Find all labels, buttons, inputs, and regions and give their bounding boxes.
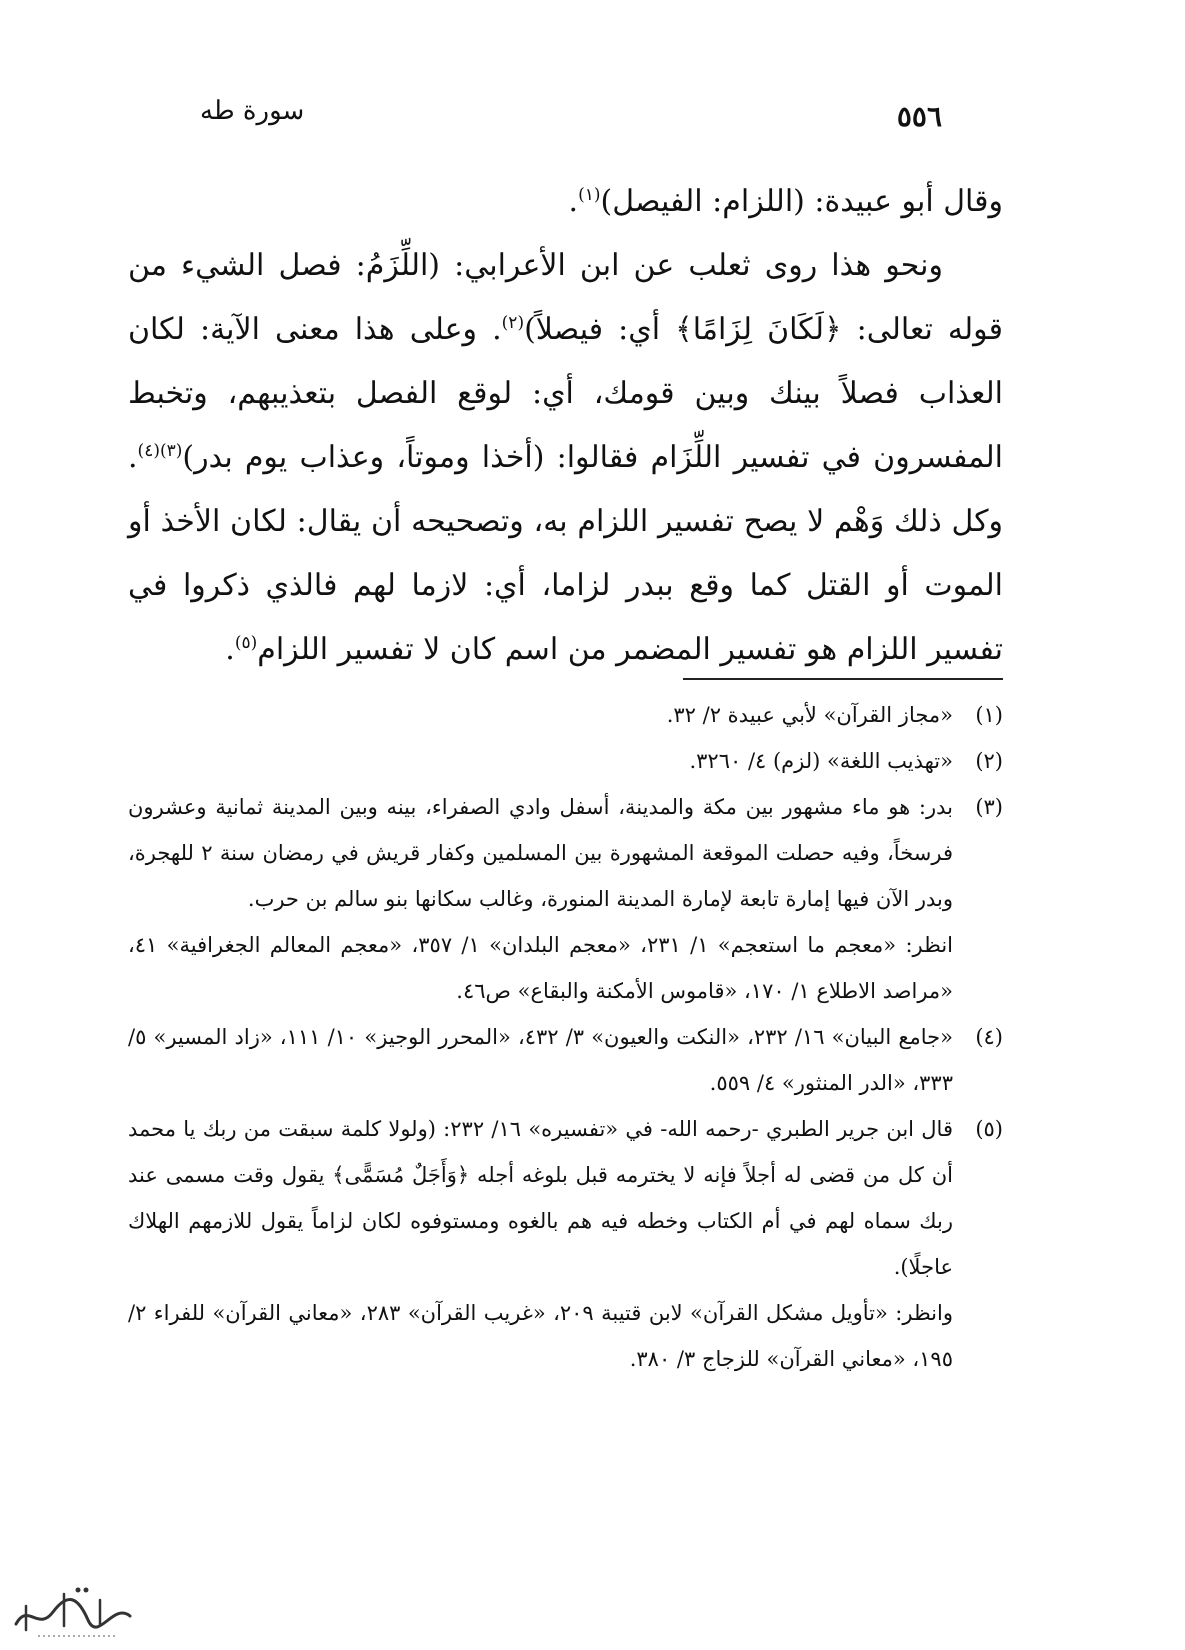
footnote-number: (٤) (975, 1025, 1003, 1049)
footnote-number: (١) (975, 703, 1003, 727)
end-mark: . (568, 184, 579, 219)
footnote-2 (128, 738, 1003, 784)
footnote-5 (128, 1106, 1003, 1382)
footnote-1 (128, 692, 1003, 738)
footnote-ref-5: (٥) (234, 633, 258, 653)
paragraph-text: وقال أبو عبيدة: (اللزام: الفيصل) (600, 184, 1003, 219)
paragraph-1 (128, 170, 1003, 234)
footnote-number: (٢) (975, 749, 1003, 773)
paragraph-2 (128, 234, 1003, 682)
footnote-text: وانظر: «تأويل مشكل القرآن» لابن قتيبة ٢٠٩، «غريب القرآن» ٢٨٣، «معاني القرآن» للفراء ٢/ ١٩٥، «معاني القرآن» للزجاج ٣/ ٣٨٠. (128, 1301, 953, 1371)
footnote-ref-4: (٤) (137, 441, 160, 461)
footnote-4 (128, 1014, 1003, 1106)
paragraph-text: . وعلى هذا معنى الآية: لكان العذاب فصلاً بينك وبين قومك، أي: لوقع الفصل بتعذيبهم، وتخبط المفسرون في تفسير اللِّزَام فقالوا: (أخذا وموتاً، وعذاب يوم بدر) (128, 312, 1003, 475)
page-number: ٥٥٦ (896, 100, 942, 133)
footnote-text: «جامع البيان» ١٦/ ٢٣٢، «النكت والعيون» ٣/ ٤٣٢، «المحرر الوجيز» ١٠/ ١١١، «زاد المسير» ٥/ ٣٣٣، «الدر المنثور» ٤/ ٥٥٩. (128, 1025, 953, 1095)
footnote-number: (٥) (975, 1117, 1003, 1141)
footnote-text: قال ابن جرير الطبري -رحمه الله- في «تفسيره» ١٦/ ٢٣٢: (ولولا كلمة سبقت من ربك يا محمد أن كل من قضى له أجلاً فإنه لا يخترمه قبل بلوغه أجله ﴿وَأَجَلٌ مُسَمًّى﴾ يقول وقت مسمى عند ربك سماه لهم في أم الكتاب وخطه فيه هم بالغوه ومستوفوه لكان لزاماً يقول للازمهم الهلاك عاجلًا). (128, 1117, 953, 1279)
main-text (128, 170, 1003, 682)
footnote-3 (128, 784, 1003, 1014)
paragraph-text: . وكل ذلك وَهْم لا يصح تفسير اللزام به، وتصحيحه أن يقال: لكان الأخذ أو الموت أو القتل كما وقع ببدر لزاما، أي: لازما لهم فالذي ذكروا في تفسير اللزام هو تفسير المضمر من اسم كان لا تفسير اللزام (128, 440, 1003, 667)
footnote-ref-2: (٢) (501, 313, 525, 333)
footnote-ref-3: (٣) (159, 441, 183, 461)
footnote-text: بدر: هو ماء مشهور بين مكة والمدينة، أسفل وادي الصفراء، بينه وبين المدينة ثمانية وعشرون فرسخاً، وفيه حصلت الموقعة المشهورة بين المسلمين وكفار قريش في رمضان سنة ٢ للهجرة، وبدر الآن فيها إمارة تابعة لإمارة المدينة المنورة، وغالب سكانها بنو سالم بن حرب. (128, 795, 953, 911)
end-mark: . (225, 632, 235, 667)
running-title: سورة طه (200, 96, 305, 126)
footnote-text: «تهذيب اللغة» (لزم) ٤/ ٣٢٦٠. (689, 749, 953, 773)
footnote-text: انظر: «معجم ما استعجم» ١/ ٢٣١، «معجم البلدان» ١/ ٣٥٧، «معجم المعالم الجغرافية» ٤١، «مراصد الاطلاع ١/ ١٧٠، «قاموس الأمكنة والبقاع» ص٤٦. (128, 933, 954, 1003)
footnotes (128, 692, 1003, 1382)
footnote-text: «مجاز القرآن» لأبي عبيدة ٢/ ٣٢. (666, 703, 953, 727)
footnote-number: (٣) (975, 795, 1003, 819)
watermark-logo (8, 1582, 138, 1642)
footnote-divider (683, 678, 1003, 680)
footnote-ref-1: (١) (578, 185, 601, 205)
paragraph-text: ونحو هذا روى ثعلب عن ابن الأعرابي: (اللِّزَمُ: فصل الشيء من قوله تعالى: ﴿لَكَانَ لِزَامًا﴾ أي: فيصلاً) (128, 248, 1003, 347)
